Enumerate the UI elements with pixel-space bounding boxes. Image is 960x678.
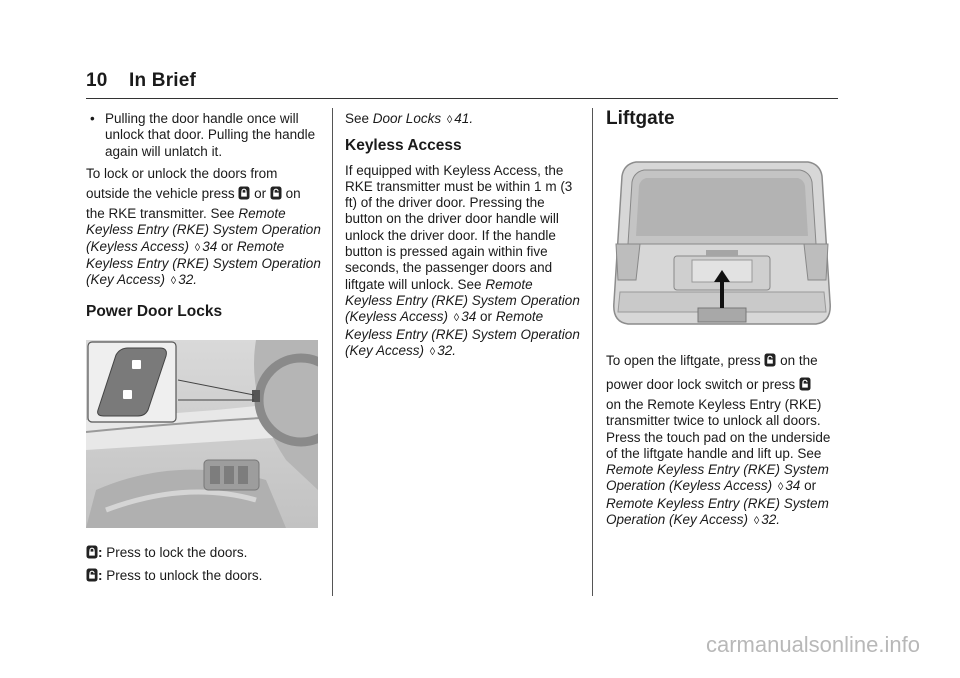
text: . — [193, 272, 198, 288]
heading-power-door-locks: Power Door Locks — [86, 302, 223, 320]
header-rule — [86, 98, 838, 99]
column-divider-2 — [592, 108, 593, 596]
caption-unlock — [86, 568, 322, 584]
paragraph-lock-unlock — [86, 166, 322, 290]
column-3 — [606, 108, 842, 129]
ref-page[interactable]: 32 — [437, 342, 453, 358]
ref-link[interactable]: Remote Keyless Entry (RKE) System Operation (Key Access) — [86, 238, 321, 288]
text: See — [345, 111, 370, 126]
caption-text: Press to lock the doors. — [106, 545, 248, 560]
paragraph-liftgate — [606, 349, 842, 529]
bullet-dot: • — [90, 111, 95, 126]
column-divider-1 — [332, 108, 333, 596]
lock-icon — [86, 545, 98, 559]
text: on the — [780, 353, 818, 368]
text: outside the vehicle press — [86, 186, 235, 202]
unlock-icon — [86, 568, 98, 582]
bullet-text: Pulling the door handle once will unlock that door. Pulling the handle again will unlatch it. — [105, 111, 316, 159]
text: or — [254, 186, 267, 202]
see-door-locks — [345, 111, 581, 128]
page-ref-arrow: ◊ — [429, 345, 436, 358]
heading-keyless-access: Keyless Access — [345, 137, 462, 155]
unlock-icon — [270, 186, 282, 200]
caption-text: Press to unlock the doors. — [106, 568, 263, 584]
paragraph-keyless-access — [345, 163, 581, 361]
page-number: 10 — [86, 70, 108, 91]
unlock-icon — [764, 353, 776, 367]
watermark: carmanualsonline.info — [705, 632, 920, 657]
ref-link[interactable]: Remote Keyless Entry (RKE) System Operation (Keyless Access) — [606, 462, 829, 494]
page-ref-arrow: ◊ — [194, 241, 201, 254]
ref-page[interactable]: 34 — [461, 309, 477, 325]
liftgate-illustration — [606, 152, 838, 334]
page-ref-arrow: ◊ — [170, 275, 177, 288]
ref-link[interactable]: Remote Keyless Entry (RKE) System Operation (Keyless Access) — [345, 276, 580, 325]
text: To lock or unlock the doors from — [86, 165, 278, 181]
bullet-item — [86, 111, 322, 160]
ref-link[interactable]: Remote Keyless Entry (RKE) System Operation (Keyless Access) — [86, 206, 321, 254]
text: the RKE transmitter. See — [86, 206, 235, 222]
text-line — [86, 186, 301, 201]
colon: : — [98, 545, 103, 560]
ref-page[interactable]: 41 — [454, 111, 470, 126]
text: on the Remote Keyless Entry (RKE) transmitter twice to unlock all doors. Press the touch pad on the underside of the liftgate handle and lift up. See — [606, 397, 831, 461]
column-2 — [345, 111, 581, 360]
page-ref-arrow: ◊ — [753, 515, 760, 528]
text: or — [221, 238, 234, 254]
text: . — [452, 342, 457, 358]
unlock-icon — [799, 377, 811, 391]
ref-link[interactable]: Remote Keyless Entry (RKE) System Operation (Key Access) — [345, 309, 580, 358]
text: . — [776, 512, 781, 528]
lock-icon — [238, 186, 250, 200]
text: If equipped with Keyless Access, the RKE transmitter must be within 1 m (3 ft) of the driver door. Pressing the button on the driver door handle will unlock the driver door. If the handle button is pressed again within five seconds, the passenger doors and liftgate will unlock. See — [345, 162, 573, 292]
section-title: In Brief — [129, 70, 197, 91]
ref-link[interactable]: Door Locks — [372, 111, 442, 126]
ref-page[interactable]: 34 — [202, 238, 218, 254]
text: power door lock switch or press — [606, 377, 796, 392]
liftgate-text — [606, 349, 842, 529]
page-header — [86, 70, 196, 92]
text: . — [469, 111, 474, 126]
text-line — [606, 377, 811, 392]
text: on — [285, 186, 301, 202]
caption-lock — [86, 545, 322, 561]
lock-captions — [86, 545, 322, 585]
text-line — [606, 353, 818, 368]
power-door-lock-illustration — [86, 340, 318, 528]
ref-page[interactable]: 32 — [761, 512, 777, 528]
page-ref-arrow: ◊ — [446, 114, 453, 126]
page-ref-arrow: ◊ — [777, 481, 784, 494]
page-ref-arrow: ◊ — [453, 312, 460, 325]
heading-liftgate: Liftgate — [606, 108, 675, 129]
ref-page[interactable]: 34 — [785, 478, 801, 494]
text: or — [804, 478, 817, 494]
text: To open the liftgate, press — [606, 353, 761, 368]
colon: : — [98, 568, 103, 584]
text: or — [480, 309, 493, 325]
ref-page[interactable]: 32 — [178, 272, 194, 288]
column-1 — [86, 111, 322, 320]
ref-link[interactable]: Remote Keyless Entry (RKE) System Operation (Key Access) — [606, 495, 829, 528]
